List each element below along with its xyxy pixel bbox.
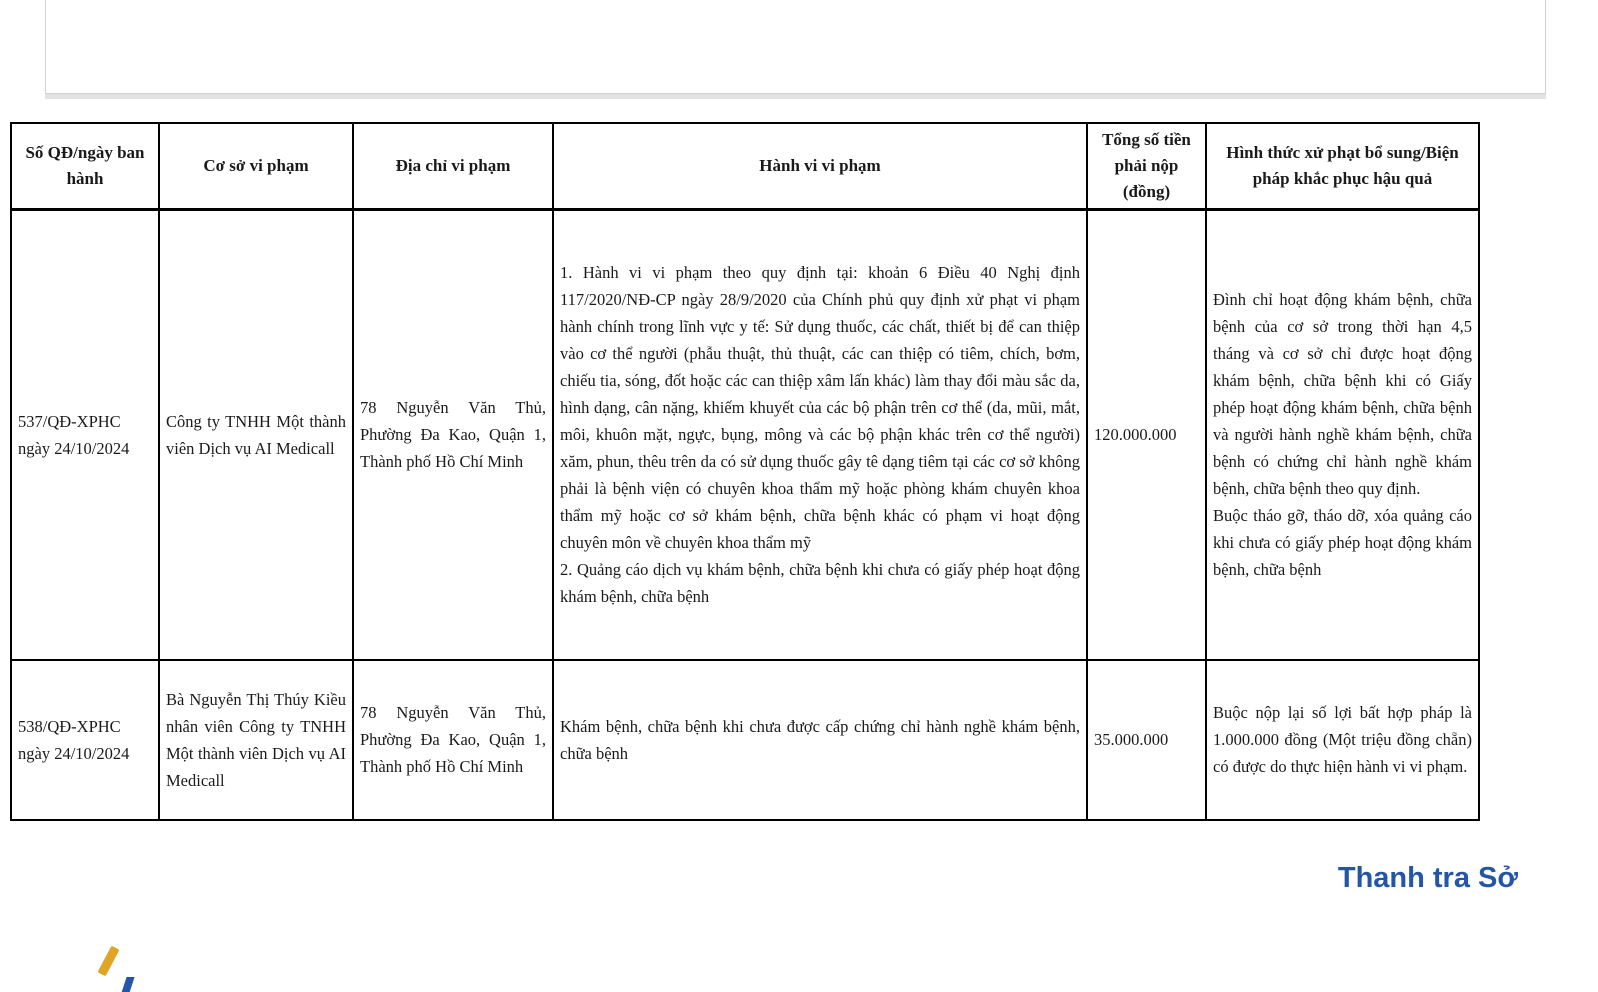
penalty-paragraph: Buộc nộp lại số lợi bất hợp pháp là 1.000.000 đồng (Một triệu đồng chẵn) có được do thực hiện hành vi vi phạm. [1213, 703, 1472, 776]
cell-amount: 120.000.000 [1087, 210, 1206, 660]
signature-thanh-tra-so: Thanh tra Sở [1337, 862, 1518, 894]
empty-content-frame [45, 0, 1546, 94]
header-amount: Tổng số tiền phải nộp (đồng) [1087, 123, 1206, 210]
cell-establishment: Công ty TNHH Một thành viên Dịch vụ AI Medicall [159, 210, 353, 660]
cutoff-heading-accent-gold [97, 946, 119, 977]
cell-decision-number: 538/QĐ-XPHC ngày 24/10/2024 [11, 660, 159, 820]
table-row [11, 660, 1479, 820]
violation-paragraph: Khám bệnh, chữa bệnh khi chưa được cấp chứng chỉ hành nghề khám bệnh, chữa bệnh [560, 716, 1080, 763]
cell-additional-penalty [1206, 210, 1479, 660]
cell-address: 78 Nguyễn Văn Thủ, Phường Đa Kao, Quận 1, Thành phố Hồ Chí Minh [353, 210, 553, 660]
table-row [11, 210, 1479, 660]
frame-bottom-shadow [45, 94, 1546, 99]
header-establishment: Cơ sở vi phạm [159, 123, 353, 210]
cell-address: 78 Nguyễn Văn Thủ, Phường Đa Kao, Quận 1, Thành phố Hồ Chí Minh [353, 660, 553, 820]
header-address: Địa chỉ vi phạm [353, 123, 553, 210]
header-additional-penalty: Hình thức xử phạt bổ sung/Biện pháp khắc phục hậu quả [1206, 123, 1479, 210]
table-header-row [11, 123, 1479, 210]
violation-paragraph: 1. Hành vi vi phạm theo quy định tại: khoản 6 Điều 40 Nghị định 117/2020/NĐ-CP ngày 28/9/2020 của Chính phủ quy định xử phạt vi phạm hành chính trong lĩnh vực y tế: Sử dụng thuốc, các chất, thiết bị để can thiệp vào cơ thể người (phẫu thuật, thủ thuật, các can thiệp có tiêm, chích, bơm, chiếu tia, sóng, đốt hoặc các can thiệp xâm lấn khác) làm thay đổi màu sắc da, hình dạng, cân nặng, khiếm khuyết của các bộ phận trên cơ thể (da, mũi, mắt, môi, khuôn mặt, ngực, bụng, mông và các bộ phận khác trên cơ thể người) xăm, phun, thêu trên da có sử dụng thuốc gây tê dạng tiêm tại các cơ sở không phải là bệnh viện có chuyên khoa thẩm mỹ hoặc phòng khám chuyên khoa thẩm mỹ hoặc cơ sở khám bệnh, chữa bệnh khác có phạm vi hoạt động chuyên môn về chuyên khoa thẩm mỹ [560, 263, 1080, 553]
cutoff-heading-accent-blue [121, 977, 134, 992]
sanctions-table [10, 122, 1480, 821]
header-decision-number: Số QĐ/ngày ban hành [11, 123, 159, 210]
cell-amount: 35.000.000 [1087, 660, 1206, 820]
penalty-paragraph: Đình chỉ hoạt động khám bệnh, chữa bệnh của cơ sở trong thời hạn 4,5 tháng và cơ sở chỉ được hoạt động khám bệnh, chữa bệnh khi có Giấy phép hoạt động khám bệnh, chữa bệnh và người hành nghề khám bệnh, chữa bệnh có chứng chỉ hành nghề khám bệnh, chữa bệnh theo quy định. [1213, 290, 1472, 499]
cell-violation [553, 660, 1087, 820]
penalty-paragraph: Buộc tháo gỡ, tháo dỡ, xóa quảng cáo khi chưa có giấy phép hoạt động khám bệnh, chữa bệnh [1213, 506, 1472, 580]
cell-additional-penalty [1206, 660, 1479, 820]
cell-violation [553, 210, 1087, 660]
cell-decision-number: 537/QĐ-XPHC ngày 24/10/2024 [11, 210, 159, 660]
violation-paragraph: 2. Quảng cáo dịch vụ khám bệnh, chữa bệnh khi chưa có giấy phép hoạt động khám bệnh, chữa bệnh [560, 560, 1080, 607]
cell-establishment: Bà Nguyễn Thị Thúy Kiều nhân viên Công ty TNHH Một thành viên Dịch vụ AI Medicall [159, 660, 353, 820]
header-violation: Hành vi vi phạm [553, 123, 1087, 210]
